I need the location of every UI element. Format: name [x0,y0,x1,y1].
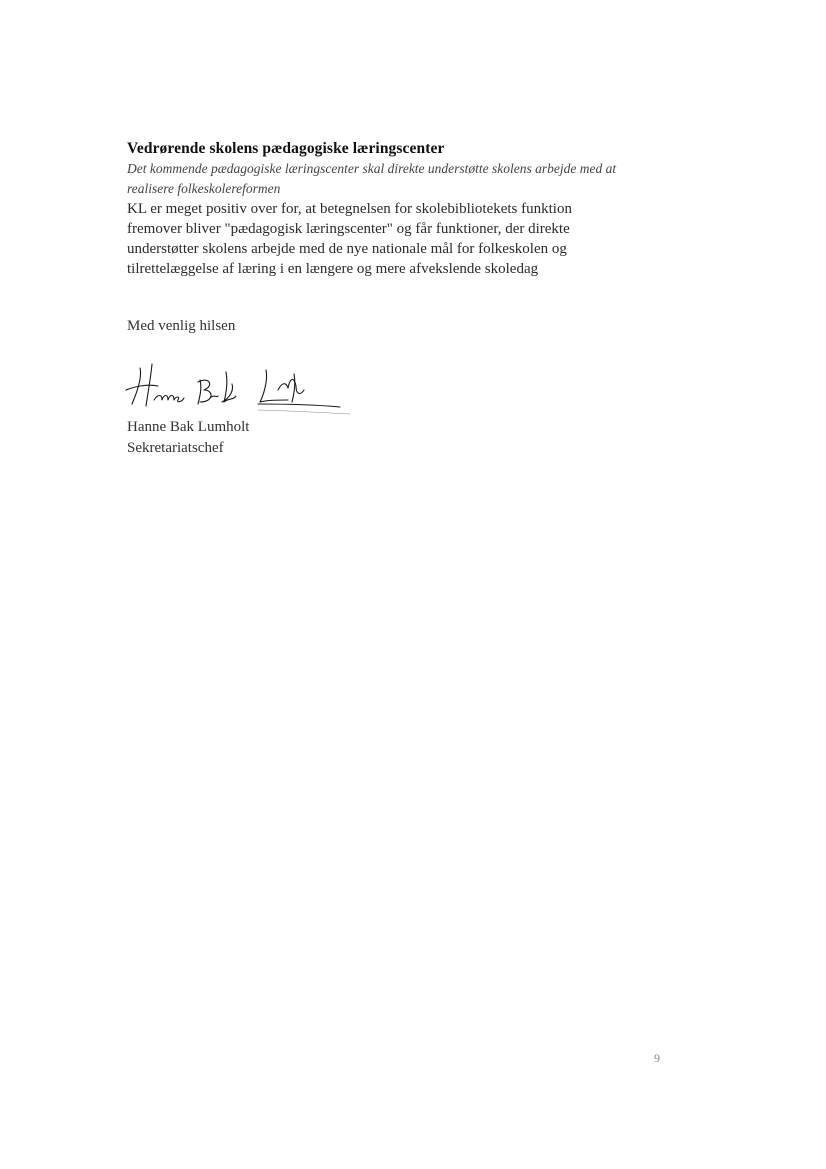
signer-title: Sekretariatschef [127,440,224,456]
closing-greeting: Med venlig hilsen [127,318,236,334]
handwritten-signature [118,360,358,420]
section-block [127,139,647,279]
section-paragraph: KL er meget positiv over for, at betegnelsen for skolebibliotekets funktion fremover bliver "pædagogisk læringscenter" og får funktioner, der direkte understøtter skolens arbejde med de nye nationale mål for folkeskolen og tilrettelæggelse af læring i en længere og mere afvekslende skoledag [127,201,572,277]
section-heading: Vedrørende skolens pædagogiske læringscenter [127,140,445,157]
signer-name: Hanne Bak Lumholt [127,419,250,435]
signer-block [127,417,249,459]
section-subheading: Det kommende pædagogiske læringscenter skal direkte understøtte skolens arbejde med at realisere folkeskolereformen [127,161,617,196]
page-number: 9 [654,1051,660,1065]
